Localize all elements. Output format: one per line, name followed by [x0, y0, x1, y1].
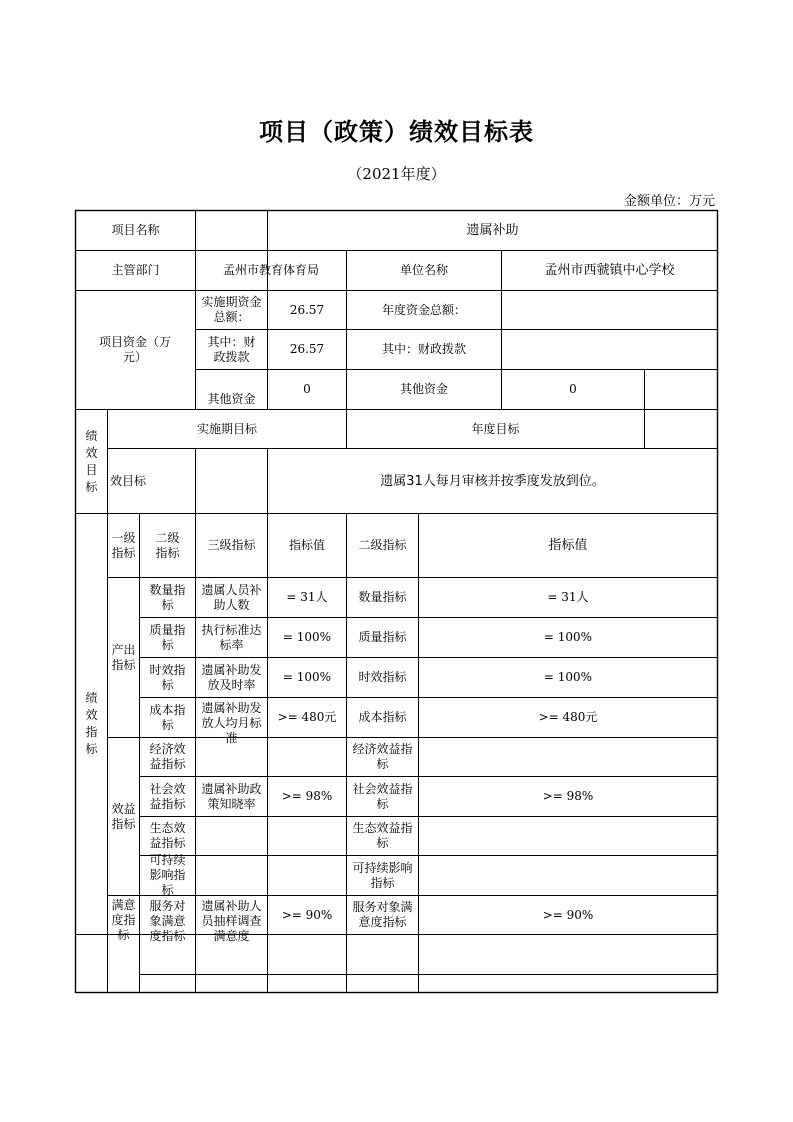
row-level3: 遗属补助人员抽样调查满意度 — [201, 899, 262, 943]
row-annual-value — [419, 738, 717, 776]
group-satisfaction-label: 满意度指标 — [111, 898, 136, 942]
row-level3: 遗属补助发放及时率 — [201, 662, 262, 692]
annual-other-label: 其他资金 — [399, 382, 448, 396]
row-level2: 服务对象满意度指标 — [149, 899, 186, 943]
row-annual-value: >= 480元 — [538, 710, 598, 724]
period-goal-label: 实施期目标 — [196, 421, 257, 436]
row-level2: 数量指标 — [149, 582, 186, 612]
annual-goal-label: 年度目标 — [471, 421, 520, 436]
row-value: >= 90% — [281, 907, 333, 922]
group-benefit-label: 效益指标 — [111, 801, 136, 831]
row-level3 — [196, 856, 267, 895]
col-value-header: 指标值 — [288, 538, 325, 552]
row-annual-level2: 服务对象满意度指标 — [352, 900, 413, 929]
group-output-label: 产出指标 — [111, 642, 136, 672]
row-level2: 经济效益指标 — [149, 742, 186, 771]
row-level2: 时效指标 — [149, 662, 186, 692]
row-level2: 可持续影响指标 — [149, 853, 186, 897]
row-annual-value: = 31人 — [547, 590, 589, 604]
row-annual-value: >= 98% — [542, 789, 594, 803]
row-level3 — [196, 738, 267, 776]
row-level2: 生态效益指标 — [149, 821, 186, 850]
row-annual-level2: 数量指标 — [358, 590, 407, 604]
dept-label: 主管部门 — [111, 263, 160, 277]
row-level3: 遗属补助政策知晓率 — [201, 781, 262, 811]
annual-goal-text: 遗属31人每月审核并按季度发放到位。 — [380, 473, 605, 489]
col-level1-header: 一级指标 — [111, 530, 136, 560]
col-level2-header: 二级指标 — [155, 530, 180, 560]
row-level3: 执行标准达标率 — [201, 622, 262, 652]
row-annual-level2: 生态效益指标 — [352, 821, 413, 850]
project-name-label: 项目名称 — [111, 223, 160, 237]
row-level2: 社会效益指标 — [149, 781, 186, 811]
col-level3-header: 三级指标 — [207, 538, 256, 552]
row-value: >= 480元 — [277, 710, 337, 724]
fiscal-funds-value: 26.57 — [289, 342, 325, 356]
row-annual-value: >= 90% — [542, 907, 594, 922]
row-level2: 质量指标 — [149, 622, 186, 652]
row-value: >= 98% — [281, 789, 333, 803]
row-value — [268, 817, 346, 855]
annual-other-value: 0 — [569, 382, 577, 396]
row-annual-value: = 100% — [543, 630, 593, 644]
row-level2: 成本指标 — [149, 702, 186, 732]
indicators-section-label — [76, 514, 107, 934]
page-subtitle: （2021年度） — [347, 165, 446, 183]
row-annual-value: = 100% — [543, 670, 593, 684]
unit-value: 孟州市西虢镇中心学校 — [544, 263, 675, 278]
row-level3: 遗属补助发放人均月标准 — [201, 701, 262, 745]
total-funds-value: 26.57 — [289, 302, 325, 317]
funds-label: 项目资金（万元） — [98, 335, 171, 364]
dept-value: 孟州市教育体育局 — [222, 263, 319, 277]
row-level3: 遗属人员补助人数 — [201, 582, 262, 612]
row-value — [268, 738, 346, 776]
page-title: 项目（政策）绩效目标表 — [259, 118, 534, 146]
amount-unit: 金额单位：万元 — [623, 194, 715, 209]
row-annual-level2: 时效指标 — [358, 670, 407, 684]
row-annual-level2: 可持续影响指标 — [352, 860, 413, 890]
annual-total-label: 年度资金总额： — [381, 302, 466, 317]
fiscal-funds-label: 其中：财政拨款 — [207, 334, 256, 364]
col-annual-value-header: 指标值 — [548, 538, 588, 553]
unit-label: 单位名称 — [399, 263, 448, 277]
total-funds-label: 实施期资金总额： — [201, 295, 262, 324]
goals-section-label — [76, 410, 107, 513]
col-annual-level2-header: 二级指标 — [358, 538, 407, 552]
other-funds-value: 0 — [303, 382, 311, 396]
row-annual-level2: 质量指标 — [358, 630, 407, 644]
row-annual-level2: 成本指标 — [358, 710, 407, 724]
project-name-value: 遗属补助 — [466, 223, 519, 238]
row-annual-level2: 经济效益指标 — [352, 742, 413, 771]
row-value — [268, 856, 346, 895]
row-annual-level2: 社会效益指标 — [352, 781, 413, 811]
goals-section-text: 绩效目标 — [85, 428, 98, 494]
row-value: = 31人 — [286, 590, 328, 604]
row-value: = 100% — [282, 670, 332, 684]
goal-row-label: 效目标 — [110, 473, 147, 488]
row-level3 — [196, 817, 267, 855]
row-value: = 100% — [282, 630, 332, 644]
indicators-section-text: 绩效指标 — [85, 691, 98, 756]
row-annual-value — [419, 856, 717, 895]
annual-fiscal-label: 其中：财政拨款 — [381, 342, 466, 356]
other-funds-label: 其他资金 — [207, 392, 256, 406]
row-annual-value — [419, 817, 717, 855]
